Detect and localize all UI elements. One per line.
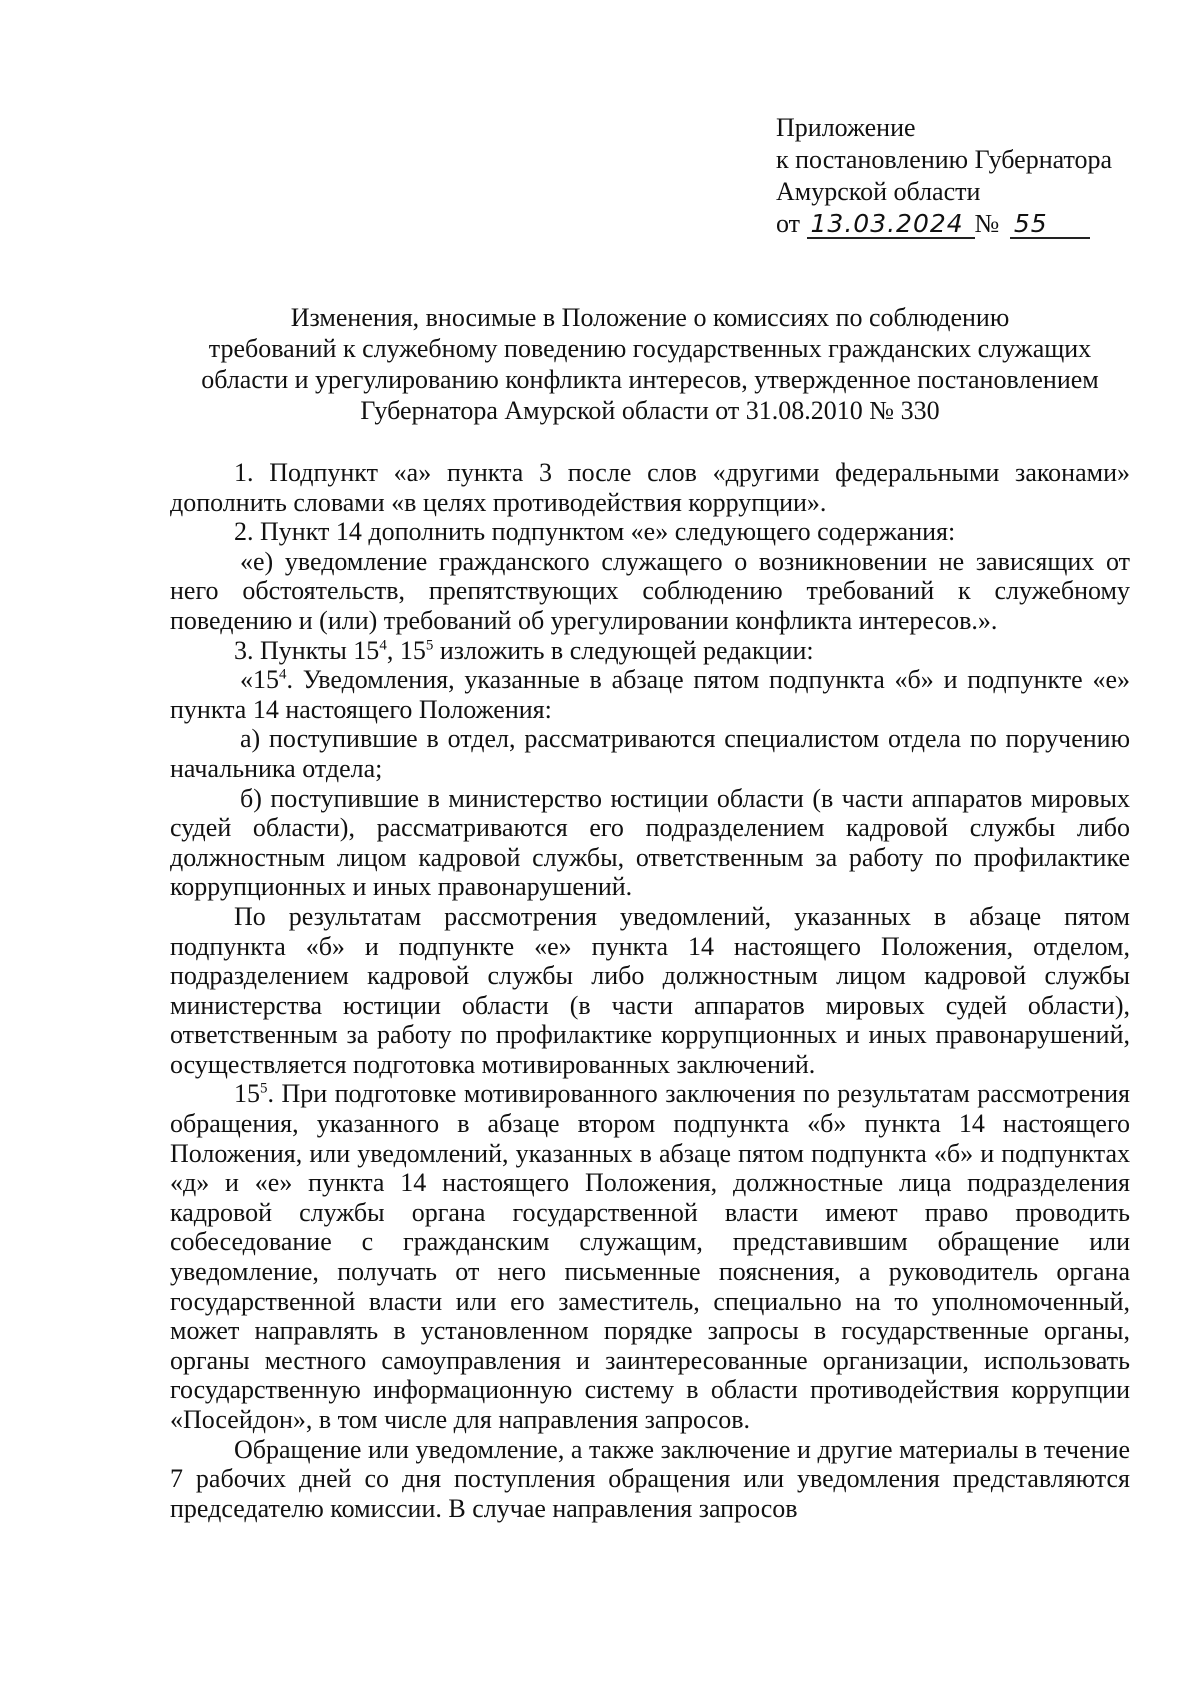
document-title [170,302,1130,426]
paragraph-7: б) поступившие в министерство юстиции области (в части аппаратов мировых судей области), рассматриваются его подразделением кадровой службы либо должностным лицом кадровой службы, ответственным за работу по профилактике коррупционных и иных правонарушений. [170,783,1130,902]
paragraph-8: По результатам рассмотрения уведомлений, указанных в абзаце пятом подпункта «б» и подпункте «е» пункта 14 настоящего Положения, отделом, подразделением кадровой службы либо должностным лицом кадровой службы министерства юстиции области (в части аппаратов мировых судей области), ответственным за работу по профилактике коррупционных и иных правонарушений, осуществляется подготовка мотивированных заключений. [170,901,1130,1079]
p9-text-a: 15 [234,1079,260,1109]
appendix-heading: Приложение [776,113,916,142]
appendix-region: Амурской области [776,177,981,206]
p5-sup: 4 [279,666,287,683]
title-line-2: требований к служебному поведению государственных гражданских служащих [208,334,1092,363]
p4-sup-1: 4 [379,636,387,653]
p4-sup-2: 5 [425,636,434,653]
p4-text-a: 3. Пункты 15 [234,635,380,665]
appendix-date-line [776,208,1112,240]
handwritten-number: 55 [1010,211,1090,239]
p5-text-b: . Уведомления, указанные в абзаце пятом подпункта «б» и подпункте «е» пункта 14 настоящего Положения: [170,665,1130,724]
paragraph-6: а) поступившие в отдел, рассматриваются специалистом отдела по поручению начальника отдела; [170,724,1130,783]
appendix-block [776,112,1112,240]
paragraph-1: 1. Подпункт «а» пункта 3 после слов «другими федеральными законами» дополнить словами «в целях противодействия коррупции». [170,458,1130,517]
p4-text-b: , 15 [386,635,426,665]
appendix-reference: к постановлению Губернатора [776,145,1113,174]
p5-text-a: «15 [240,665,279,695]
number-sign: № [974,209,1000,238]
title-line-3: области и урегулированию конфликта интересов, утвержденное постановлением [201,365,1099,394]
date-prefix: от [776,209,801,238]
paragraph-10: Обращение или уведомление, а также заключение и другие материалы в течение 7 рабочих дней со дня поступления обращения или уведомления представляются председателю комиссии. В случае направления запросов [170,1434,1130,1523]
p4-text-c: изложить в следующей редакции: [433,635,814,665]
p9-sup: 5 [260,1080,268,1097]
paragraph-3: «е) уведомление гражданского служащего о возникновении не зависящих от него обстоятельств, препятствующих соблюдению требований к служебному поведению и (или) требований об урегулировании конфликта интересов.». [170,546,1130,635]
paragraph-9 [170,1079,1130,1434]
paragraph-2: 2. Пункт 14 дополнить подпунктом «е» следующего содержания: [234,517,956,547]
title-line-1: Изменения, вносимые в Положение о комиссиях по соблюдению [290,303,1010,332]
document-body [170,458,1130,1523]
title-line-4: Губернатора Амурской области от 31.08.2010 № 330 [360,396,940,425]
handwritten-date: 13.03.2024 [807,211,975,239]
paragraph-5 [170,665,1130,724]
paragraph-4 [170,636,1130,666]
p9-text-b: . При подготовке мотивированного заключения по результатам рассмотрения обращения, указанного в абзаце втором подпункта «б» пункта 14 настоящего Положения, или уведомлений, указанных в абзаце пятом подпункта «б» и подпунктах «д» и «е» пункта 14 настоящего Положения, должностные лица подразделения кадровой службы органа государственной власти имеют право проводить собеседование с гражданским служащим, представившим обращение или уведомление, получать от него письменные пояснения, а руководитель органа государственной власти или его заместитель, специально на то уполномоченный, может направлять в установленном порядке запросы в государственные органы, органы местного самоуправления и заинтересованные организации, использовать государственную информационную систему в области противодействия коррупции «Посейдон», в том числе для направления запросов. [170,1079,1130,1434]
